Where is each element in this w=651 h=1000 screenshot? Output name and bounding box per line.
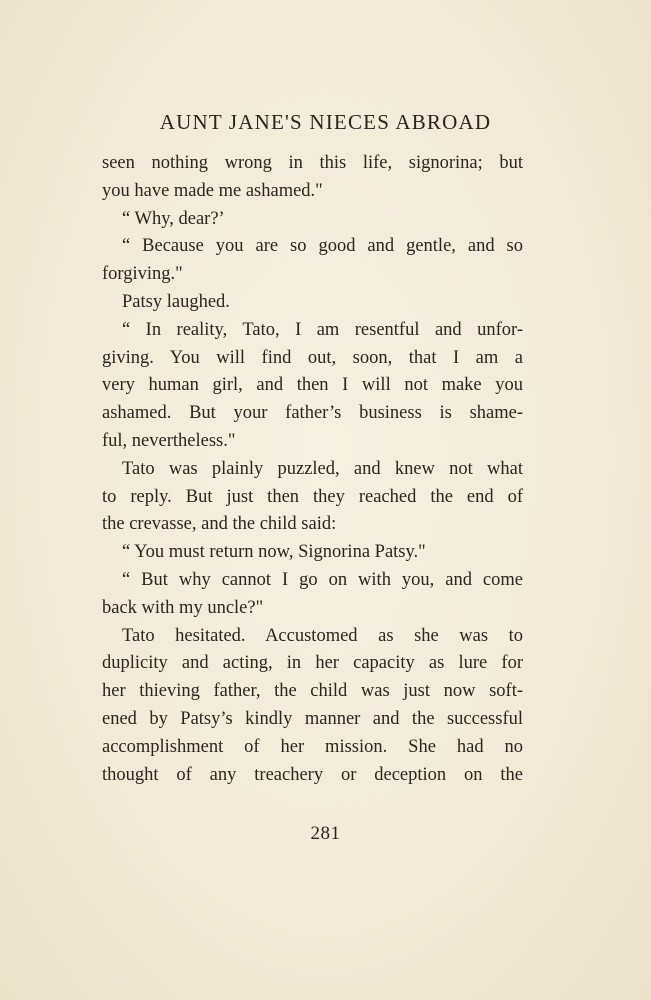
text-line: “ You must return now, Signorina Patsy." xyxy=(122,542,426,563)
text-line: Tato was plainly puzzled, and knew not what xyxy=(122,458,523,479)
body-text xyxy=(102,150,523,789)
text-line: back with my uncle?" xyxy=(102,597,264,618)
text-line: very human girl, and then I will not make you xyxy=(102,375,523,396)
page-number: 281 xyxy=(310,823,341,844)
text-line: seen nothing wrong in this life, signorina; but xyxy=(102,153,523,173)
text-line: ened by Patsy’s kindly manner and the successful xyxy=(102,708,523,729)
text-line: “ In reality, Tato, I am resentful and unfor- xyxy=(122,319,523,340)
text-line: the crevasse, and the child said: xyxy=(102,514,337,535)
text-line: “ Why, dear?’ xyxy=(122,208,225,229)
text-line: Tato hesitated. Accustomed as she was to xyxy=(122,625,523,646)
text-line: accomplishment of her mission. She had no xyxy=(102,736,523,757)
text-line: duplicity and acting, in her capacity as lure for xyxy=(102,653,523,674)
text-line: “ Because you are so good and gentle, and so xyxy=(122,236,523,257)
text-line: ashamed. But your father’s business is shame- xyxy=(102,403,523,424)
text-line: thought of any treachery or deception on the xyxy=(102,764,523,785)
text-line: to reply. But just then they reached the end of xyxy=(102,486,523,507)
text-line: ful, nevertheless." xyxy=(102,430,236,451)
text-line: forgiving." xyxy=(102,264,183,285)
text-line: “ But why cannot I go on with you, and come xyxy=(122,569,523,590)
text-line: you have made me ashamed." xyxy=(102,180,323,201)
text-line: giving. You will find out, soon, that I am a xyxy=(102,347,523,368)
text-line: Patsy laughed. xyxy=(122,291,230,312)
running-head: AUNT JANE'S NIECES ABROAD xyxy=(159,110,492,134)
text-line: her thieving father, the child was just now soft- xyxy=(102,681,523,702)
